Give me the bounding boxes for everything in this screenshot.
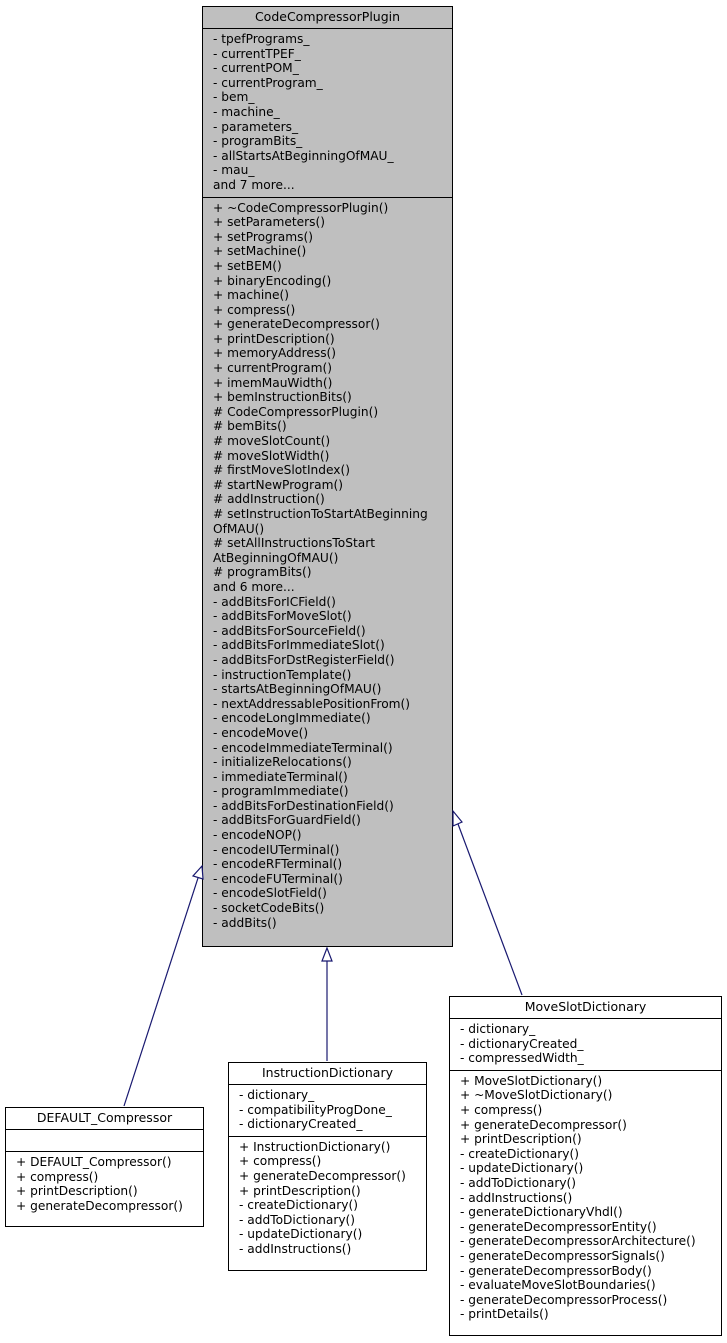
member-item: - initializeRelocations() xyxy=(213,755,352,770)
member-item: + imemMauWidth() xyxy=(213,375,333,390)
member-item: - addBitsForMoveSlot() xyxy=(213,609,352,624)
member-item: - encodeImmediateTerminal() xyxy=(213,740,393,755)
member-item: and 6 more... xyxy=(213,579,295,594)
member-item: + printDescription() xyxy=(16,1184,138,1199)
member-item: - generateDictionaryVhdl() xyxy=(460,1205,623,1220)
member-item: - currentPOM_ xyxy=(213,61,299,76)
member-item: + MoveSlotDictionary() xyxy=(460,1073,603,1088)
member-item: - updateDictionary() xyxy=(460,1161,584,1176)
member-item: - encodeSlotField() xyxy=(213,886,327,901)
member-item: # addInstruction() xyxy=(213,492,325,507)
member-item: + compress() xyxy=(16,1169,99,1184)
member-item: + generateDecompressor() xyxy=(460,1117,627,1132)
member-item: - bem_ xyxy=(213,90,255,105)
member-item: - currentProgram_ xyxy=(213,75,323,90)
member-item: # setAllInstructionsToStart xyxy=(213,536,375,551)
member-item: + InstructionDictionary() xyxy=(239,1139,391,1154)
member-item: - generateDecompressorBody() xyxy=(460,1263,652,1278)
member-item: + printDescription() xyxy=(213,331,335,346)
member-item: + setBEM() xyxy=(213,258,282,273)
member-item: - encodeNOP() xyxy=(213,828,302,843)
member-item: # setInstructionToStartAtBeginning xyxy=(213,507,428,521)
member-item: - addInstructions() xyxy=(239,1241,352,1256)
member-item: # moveSlotCount() xyxy=(213,434,331,449)
member-item: - addBitsForImmediateSlot() xyxy=(213,638,385,653)
member-item: - evaluateMoveSlotBoundaries() xyxy=(460,1278,656,1293)
member-item: - addBitsForDestinationField() xyxy=(213,798,394,813)
member-item: # programBits() xyxy=(213,565,312,580)
member-item: + printDescription() xyxy=(460,1132,582,1147)
member-item: - encodeFUTerminal() xyxy=(213,871,343,886)
member-item: - programImmediate() xyxy=(213,784,349,799)
member-item: - createDictionary() xyxy=(460,1146,579,1161)
member-item: - encodeIUTerminal() xyxy=(213,842,340,857)
member-item: AtBeginningOfMAU() xyxy=(213,550,339,565)
member-item: - addToDictionary() xyxy=(239,1212,356,1227)
member-item: + bemInstructionBits() xyxy=(213,390,352,405)
member-item: - generateDecompressorArchitecture() xyxy=(460,1234,696,1249)
member-item: - generateDecompressorSignals() xyxy=(460,1248,665,1263)
class-name: InstructionDictionary xyxy=(229,1063,426,1085)
member-item: + memoryAddress() xyxy=(213,346,337,361)
class-name: CodeCompressorPlugin xyxy=(203,7,452,29)
member-item: - immediateTerminal() xyxy=(213,769,348,784)
member-item: - dictionaryCreated_ xyxy=(460,1036,584,1051)
member-item: - socketCodeBits() xyxy=(213,901,325,916)
member-item: - instructionTemplate() xyxy=(213,667,352,682)
member-item: - currentTPEF_ xyxy=(213,46,301,61)
member-item: - generateDecompressorEntity() xyxy=(460,1219,657,1234)
member-item: - machine_ xyxy=(213,104,280,119)
member-item: # startNewProgram() xyxy=(213,477,343,492)
member-item: - addBitsForGuardField() xyxy=(213,813,361,828)
member-item: + machine() xyxy=(213,288,289,303)
member-item: + binaryEncoding() xyxy=(213,273,332,288)
member-item: - encodeLongImmediate() xyxy=(213,711,371,726)
member-item: - allStartsAtBeginningOfMAU_ xyxy=(213,148,394,163)
member-item: + currentProgram() xyxy=(213,361,332,376)
member-item: - dictionary_ xyxy=(239,1088,315,1102)
member-item: - nextAddressablePositionFrom() xyxy=(213,696,411,711)
member-item: + ~CodeCompressorPlugin() xyxy=(213,200,389,215)
member-item: # bemBits() xyxy=(213,419,287,434)
member-item: and 7 more... xyxy=(213,177,295,192)
member-item: - parameters_ xyxy=(213,119,299,134)
member-item: - addInstructions() xyxy=(460,1190,573,1205)
member-item: # moveSlotWidth() xyxy=(213,448,330,463)
member-item: + DEFAULT_Compressor() xyxy=(16,1155,172,1169)
member-item: - addToDictionary() xyxy=(460,1175,577,1190)
member-item: + compress() xyxy=(213,302,296,317)
edge-instructiondictionary xyxy=(322,948,332,1061)
inheritance-arrowhead-icon xyxy=(453,811,462,826)
class-name: MoveSlotDictionary xyxy=(450,997,721,1019)
member-item: - printDetails() xyxy=(460,1307,549,1322)
edge-default-compressor xyxy=(124,866,203,1106)
member-item: - programBits_ xyxy=(213,134,303,149)
member-item: + ~MoveSlotDictionary() xyxy=(460,1088,613,1103)
member-item: - compatibilityProgDone_ xyxy=(239,1102,392,1117)
member-item: - dictionaryCreated_ xyxy=(239,1117,363,1132)
member-item: + printDescription() xyxy=(239,1183,361,1198)
edge-moveslotdictionary xyxy=(453,811,522,995)
member-item: OfMAU() xyxy=(213,521,265,536)
class-name: DEFAULT_Compressor xyxy=(6,1108,203,1130)
member-item: - startsAtBeginningOfMAU() xyxy=(213,682,382,697)
member-item: + generateDecompressor() xyxy=(239,1168,406,1183)
member-item: + compress() xyxy=(460,1102,543,1117)
member-item: # CodeCompressorPlugin() xyxy=(213,404,379,419)
member-item: - mau_ xyxy=(213,163,255,178)
member-item: - addBits() xyxy=(213,915,277,930)
member-item: + setParameters() xyxy=(213,215,325,230)
member-item: - compressedWidth_ xyxy=(460,1051,584,1066)
member-item: - generateDecompressorProcess() xyxy=(460,1292,668,1307)
member-item: + setMachine() xyxy=(213,244,307,259)
member-item: - addBitsForSourceField() xyxy=(213,623,366,638)
inheritance-arrowhead-icon xyxy=(193,866,203,879)
member-item: + compress() xyxy=(239,1154,322,1169)
member-item: - updateDictionary() xyxy=(239,1227,363,1242)
member-item: - dictionary_ xyxy=(460,1022,536,1036)
member-item: - encodeRFTerminal() xyxy=(213,857,343,872)
member-item: - createDictionary() xyxy=(239,1198,358,1213)
member-item: - encodeMove() xyxy=(213,725,309,740)
member-item: - addBitsForICField() xyxy=(213,594,336,609)
member-item: - tpefPrograms_ xyxy=(213,32,310,46)
member-item: # firstMoveSlotIndex() xyxy=(213,463,351,478)
member-item: + generateDecompressor() xyxy=(16,1198,183,1213)
member-item: + generateDecompressor() xyxy=(213,317,380,332)
member-item: + setPrograms() xyxy=(213,229,313,244)
member-item: - addBitsForDstRegisterField() xyxy=(213,652,395,667)
inheritance-arrowhead-icon xyxy=(322,948,332,961)
